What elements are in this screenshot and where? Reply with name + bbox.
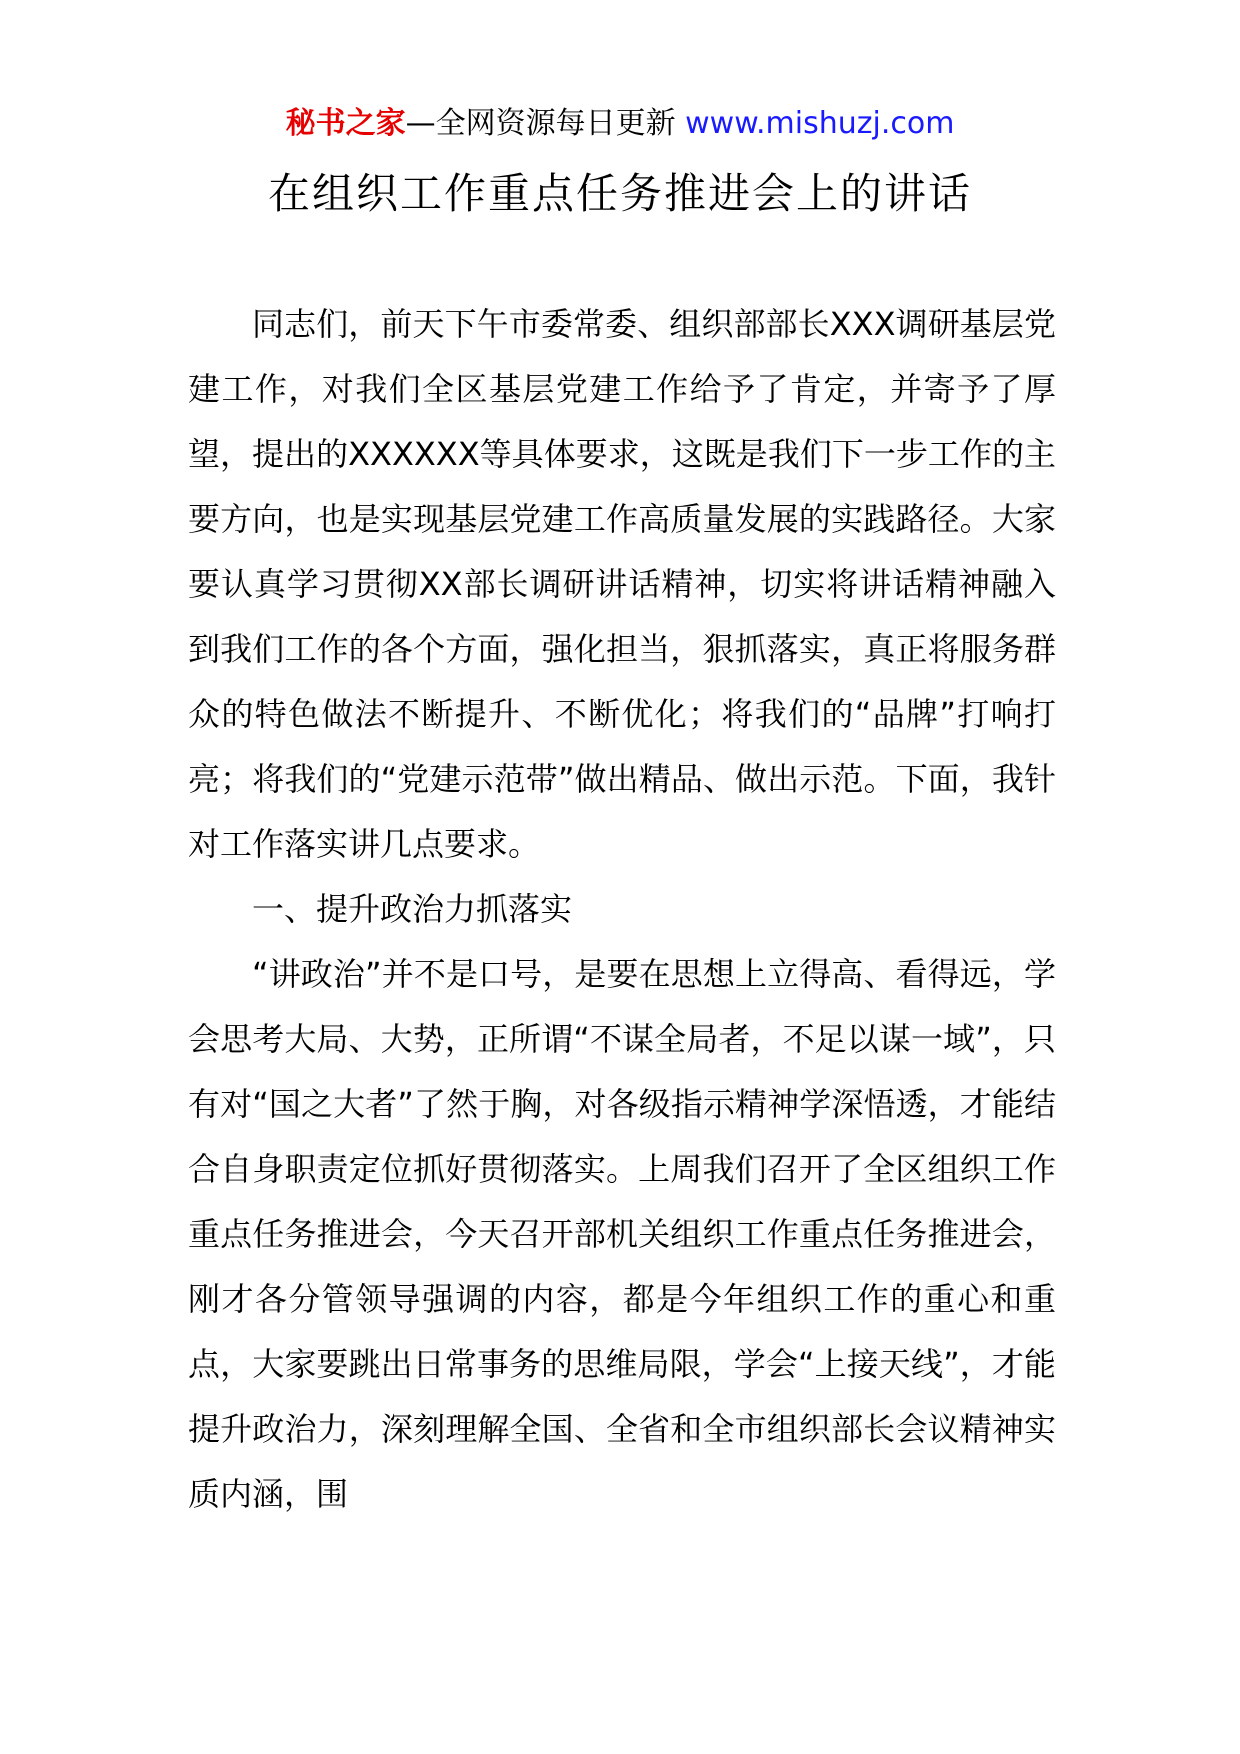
site-brand: 秘书之家 xyxy=(285,106,406,141)
body-paragraph: “讲政治”并不是口号，是要在思想上立得高、看得远，学会思考大局、大势，正所谓“不谋全局者，不足以谋一域”，只有对“国之大者”了然于胸，对各级指示精神学深悟透，才能结合自身职责定位抓好贯彻落实。上周我们召开了全区组织工作重点任务推进会，今天召开部机关组织工作重点任务推进会，刚才各分管领导强调的内容，都是今年组织工作的重心和重点，大家要跳出日常事务的思维局限，学会“上接天线”，才能提升政治力，深刻理解全国、全省和全市组织部长会议精神实质内涵，围 xyxy=(188,955,1056,1513)
section-heading: 一、提升政治力抓落实 xyxy=(252,890,573,928)
body-paragraph: 同志们，前天下午市委常委、组织部部长XXX调研基层党建工作，对我们全区基层党建工作给予了肯定，并寄予了厚望，提出的XXXXXX等具体要求，这既是我们下一步工作的主要方向，也是实现基层党建工作高质量发展的实践路径。大家要认真学习贯彻XX部长调研讲话精神，切实将讲话精神融入到我们工作的各个方面，强化担当，狠抓落实，真正将服务群众的特色做法不断提升、不断优化；将我们的“品牌”打响打亮；将我们的“党建示范带”做出精品、做出示范。下面，我针对工作落实讲几点要求。 xyxy=(188,305,1056,863)
site-tagline: —全网资源每日更新 xyxy=(405,106,676,141)
site-header xyxy=(0,104,1240,144)
document-title: 在组织工作重点任务推进会上的讲话 xyxy=(267,169,972,218)
document-body xyxy=(188,292,1056,1527)
site-url-link[interactable]: www.mishuzj.com xyxy=(685,106,955,141)
